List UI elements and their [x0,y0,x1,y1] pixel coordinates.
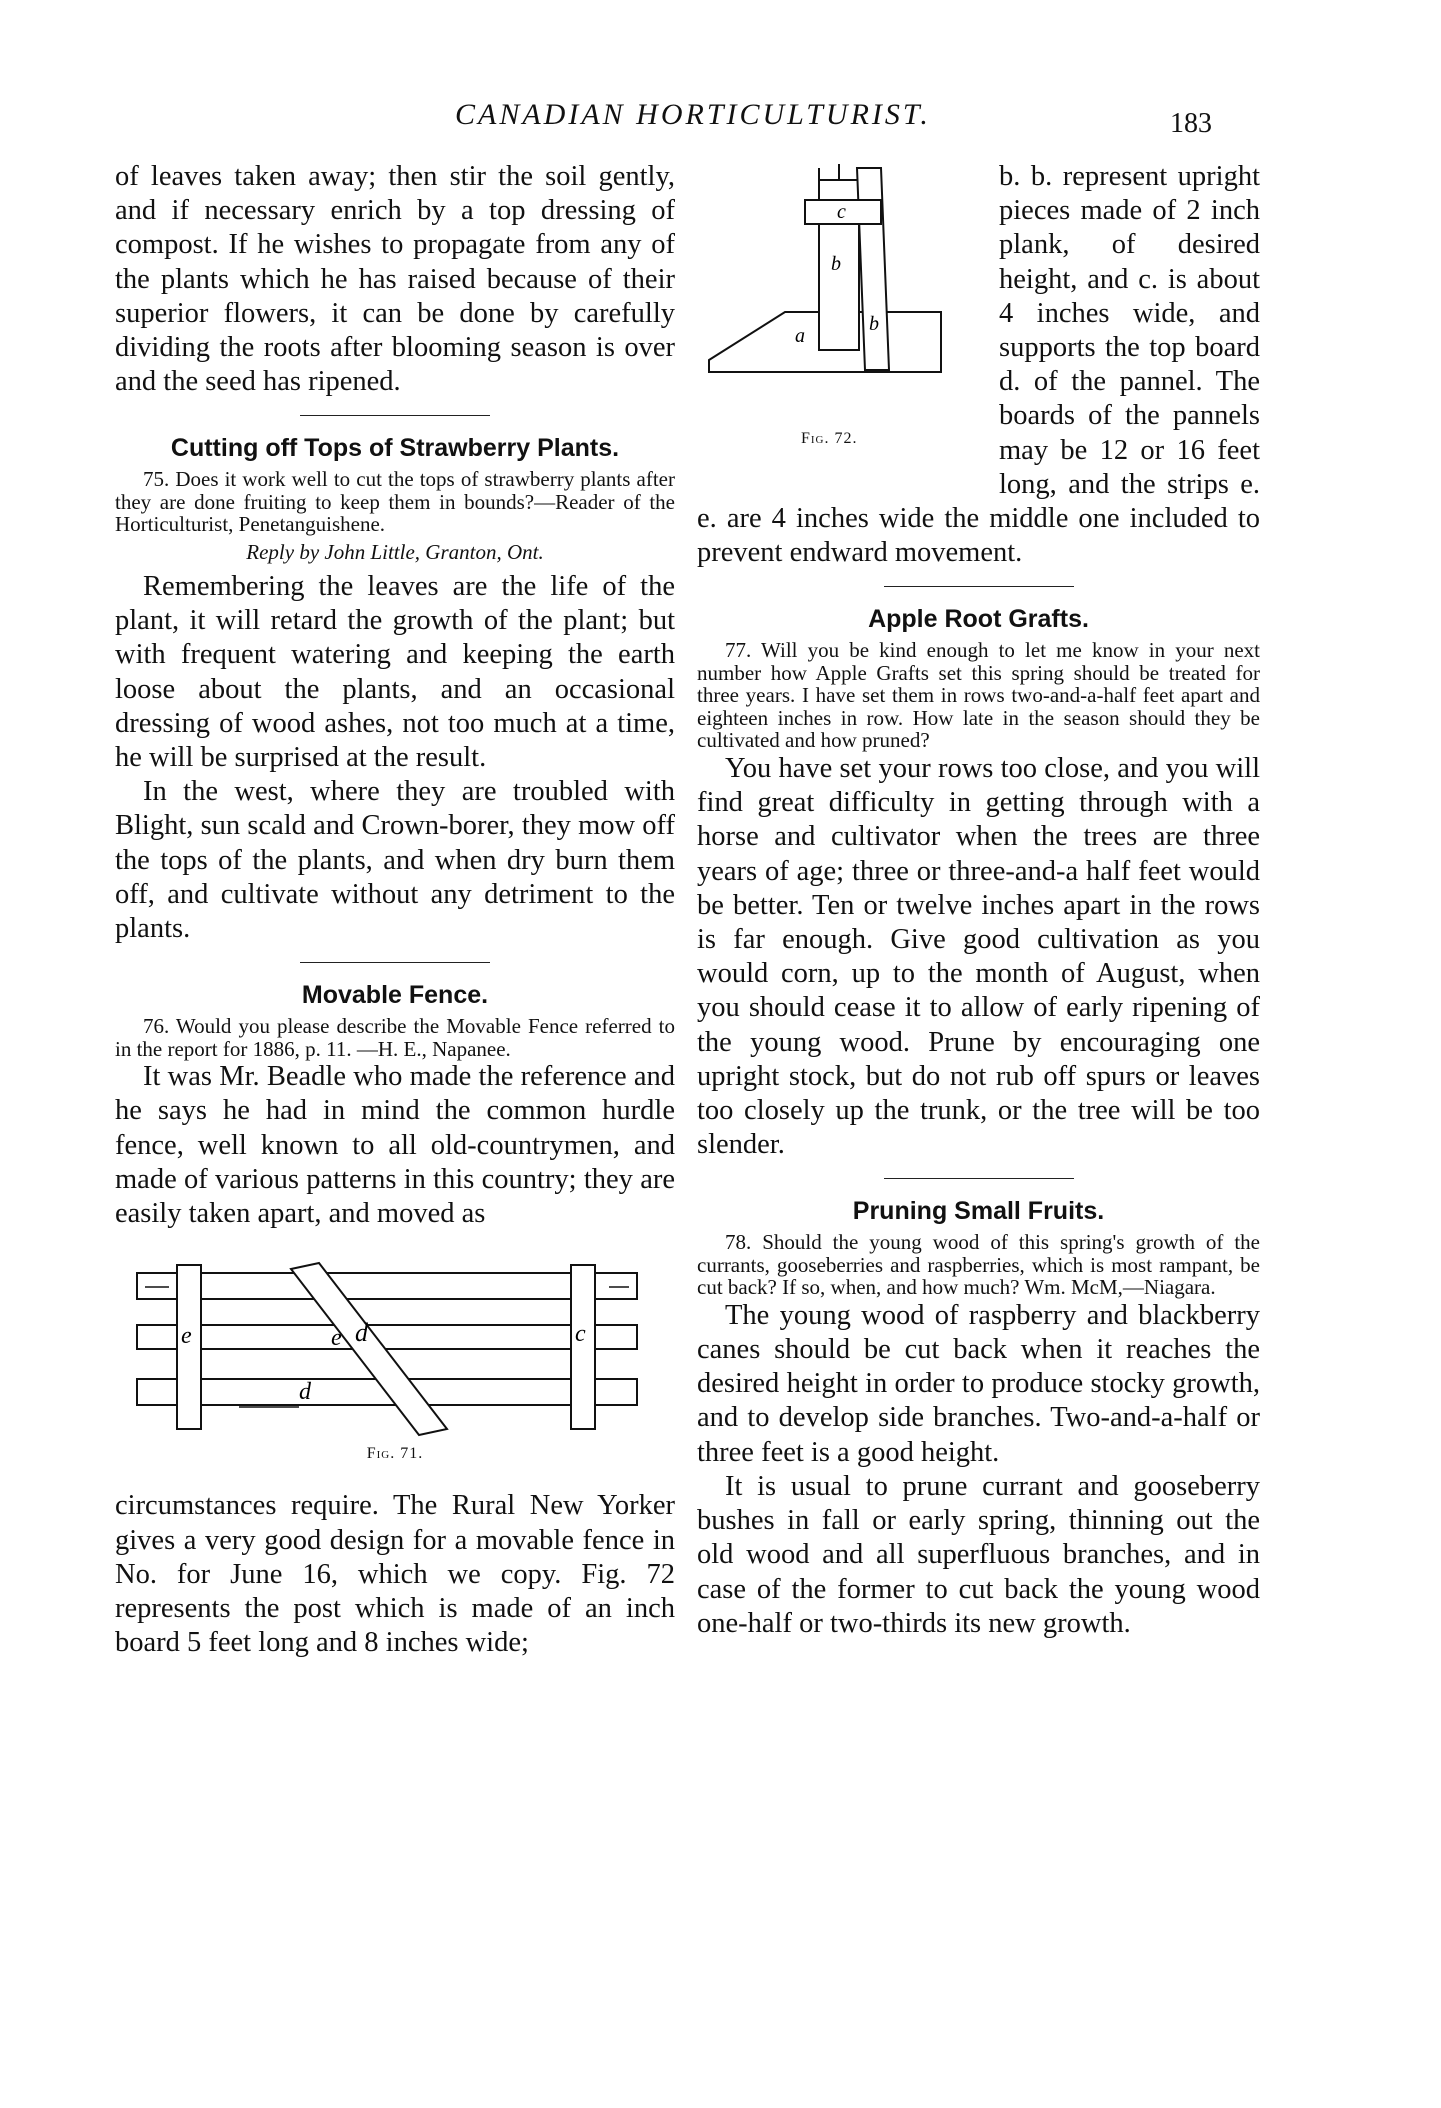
movable-fence-figure [129,1257,649,1437]
fig71-label-e1: e [181,1323,192,1350]
fig72-label-c: c [837,201,846,223]
post-figure [689,160,989,480]
pruning-paragraph-1: The young wood of raspberry and blackberry canes should be cut back when it reaches the desired height in order to produce stocky growth, and to develop side branches. Two-and-a-half or three feet is a good height. [697,1299,1260,1468]
post-figure-drawing [689,160,989,420]
fence-paragraph: It was Mr. Beadle who made the reference and he says he had in mind the common hurdle fence, well known to all old-countrymen, and made of various patterns in this country; they are easily taken apart, and moved as [115,1061,675,1229]
page-header [0,98,1441,138]
pruning-paragraph-2: It is usual to prune currant and gooseberry bushes in fall or early spring, thinning out the old wood and all superfluous branches, and in case of the former to cut back the young wood one-half or two-thirds its new growth. [697,1470,1260,1639]
strawberry-heading: Cutting off Tops of Strawberry Plants. [170,434,620,463]
fig71-label-e2: e [331,1325,342,1352]
fig72-label-a: a [795,325,805,347]
running-title: CANADIAN HORTICULTURIST. [455,98,931,131]
apple-heading: Apple Root Grafts. [868,605,1089,634]
fig72-label-b2: b [869,313,879,335]
left-column [115,160,675,1660]
fig71-label-d2: d [299,1379,311,1406]
section-divider [884,1178,1074,1179]
strawberry-paragraph-2: In the west, where they are troubled with Blight, sun scald and Crown-borer, they mow off the tops of the plants, and when dry burn them off, and cultivate without any detriment to the plants. [115,776,675,944]
page-number: 183 [1170,108,1212,139]
right-column [697,160,1260,1641]
fig71-label-d1: d [355,1318,368,1348]
intro-paragraph: of leaves taken away; then stir the soil gently, and if necessary enrich by a top dressing of compost. If he wishes to propagate from any of the plants which he has raised because of their superior flowers, it can be done by carefully dividing the roots after blooming season is over and the seed has ripened. [115,161,675,398]
fig71-caption: Fig. 71. [366,1445,424,1463]
strawberry-reply-by: Reply by John Little, Granton, Ont. [246,539,544,564]
fig72-description: b. b. represent upright pieces made of 2 inch plank, of desired height, and c. is about 4 inches wide, and supports the top board d. of the pannel. The boards of the pannels may be 12 or 16 feet long, and the strips e. e. are 4 inches wide the middle one included to prevent endward movement. [697,161,1260,569]
section-divider [300,962,490,963]
fig71-label-c: c [575,1321,586,1348]
fence-query: 76. Would you please describe the Movable Fence referred to in the report for 1886, p. 11. —H. E., Napanee. [115,1014,675,1061]
section-divider [884,586,1074,587]
fig72-label-b1: b [831,253,841,275]
strawberry-paragraph-1: Remembering the leaves are the life of the plant, it will retard the growth of the plant; but with frequent watering and keeping the earth loose about the plants, and an occasional dressing of wood ashes, not too much at a time, he will be surprised at the result. [115,570,675,773]
fence-heading: Movable Fence. [301,981,489,1010]
section-divider [300,415,490,416]
apple-paragraph: You have set your rows too close, and you will find great difficulty in getting through with a horse and cultivator when the trees are three years of age; three or three-and-a half feet would be better. Ten or twelve inches apart in the rows is far enough. Give good cultivation as you would corn, up to the month of August, when you should cease it to allow of early ripening of the young wood. Prune by encouraging one upright stock, but do not rub off spurs or leaves too closely up the trunk, or the tree will be too slender. [697,752,1260,1161]
pruning-heading: Pruning Small Fruits. [852,1197,1105,1226]
strawberry-query: 75. Does it work well to cut the tops of strawberry plants after they are done fruiting to keep them in bounds?—Reader of the Horticulturist, Penetanguishene. [115,467,675,537]
fence-continued-paragraph: circumstances require. The Rural New Yorker gives a very good design for a movable fence in No. for June 16, which we copy. Fig. 72 represents the post which is made of an inch board 5 feet long and 8 inches wide; [115,1490,675,1659]
pruning-query: 78. Should the young wood of this spring's growth of the currants, gooseberries and raspberries, which is most rampant, be cut back? If so, when, and how much? Wm. McM,—Niagara. [697,1230,1260,1300]
apple-query: 77. Will you be kind enough to let me know in your next number how Apple Grafts set this spring should be treated for three years. I have set them in rows two-and-a-half feet apart and eighteen inches in row. How late in the season should they be cultivated and how pruned? [697,638,1260,753]
fig72-caption: Fig. 72. [801,430,858,447]
